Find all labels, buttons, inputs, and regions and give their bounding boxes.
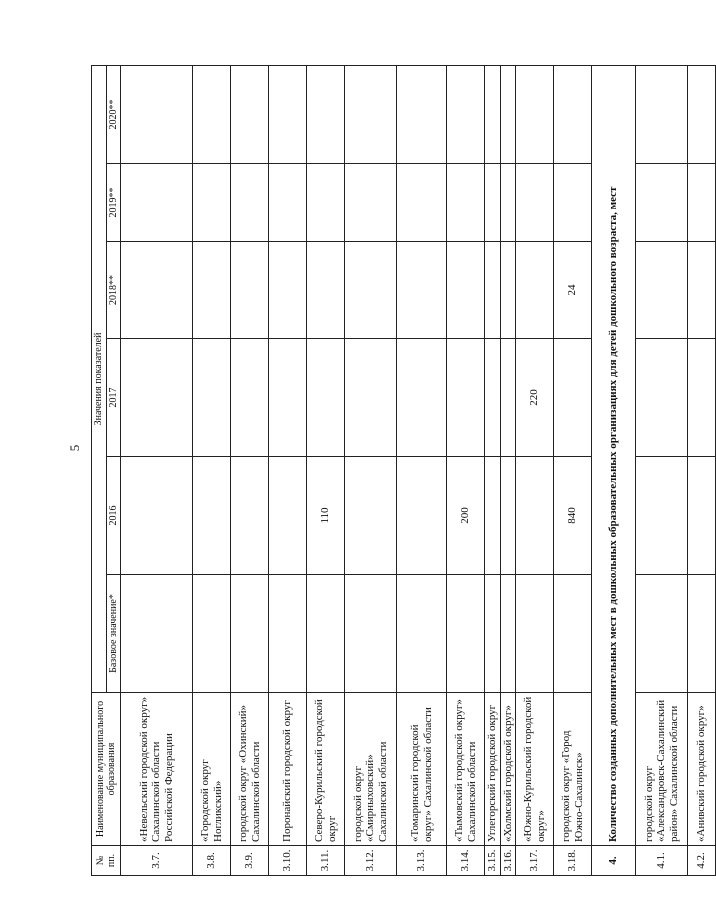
indicators-table (91, 65, 716, 876)
row-value-2017 (345, 339, 397, 457)
header-year-2019: 2019** (106, 164, 121, 242)
row-value-2018 (636, 242, 688, 339)
row-number: 3.14. (447, 846, 485, 876)
row-value-2018 (447, 242, 485, 339)
section-row (592, 65, 636, 875)
row-number: 3.7. (121, 846, 193, 876)
table-row (397, 65, 447, 875)
row-value-2016: 200 (447, 457, 485, 575)
row-value-2019 (231, 164, 269, 242)
row-base-value (485, 575, 501, 693)
row-value-2018 (307, 242, 345, 339)
row-municipality-name: городской округ «Александровск-Сахалинский район» Сахалинской области (636, 693, 688, 846)
table-row (636, 65, 688, 875)
row-value-2019 (485, 164, 501, 242)
table-row (121, 65, 193, 875)
row-value-2019 (554, 164, 592, 242)
row-value-2017 (554, 339, 592, 457)
header-year-2017: 2017 (106, 339, 121, 457)
header-base-value: Базовое значение* (106, 575, 121, 693)
row-value-2020 (688, 65, 716, 163)
row-value-2020 (307, 65, 345, 163)
row-municipality-name: «Южно-Курильский городской округ» (516, 693, 554, 846)
row-base-value (345, 575, 397, 693)
table-row (688, 65, 716, 875)
page-number: 5 (67, 444, 82, 452)
row-value-2016 (269, 457, 307, 575)
row-value-2019 (121, 164, 193, 242)
row-number: 3.9. (231, 846, 269, 876)
row-municipality-name: «Холмский городской округ» (500, 693, 516, 846)
row-value-2016 (121, 457, 193, 575)
table-row (516, 65, 554, 875)
row-value-2019 (193, 164, 231, 242)
row-municipality-name: «Тымовский городской округ» Сахалинской области (447, 693, 485, 846)
row-value-2017 (307, 339, 345, 457)
row-value-2016 (500, 457, 516, 575)
row-municipality-name: городской округ «Смирныховский» Сахалинской области (345, 693, 397, 846)
row-value-2016 (231, 457, 269, 575)
header-year-2020: 2020** (106, 65, 121, 163)
row-value-2017 (636, 339, 688, 457)
row-municipality-name: «Невельский городской округ» Сахалинской области Российской Федерации (121, 693, 193, 846)
row-value-2020 (269, 65, 307, 163)
section-number: 4. (592, 846, 636, 876)
row-value-2020 (447, 65, 485, 163)
row-base-value (554, 575, 592, 693)
header-year-2016: 2016 (106, 457, 121, 575)
table-row (345, 65, 397, 875)
row-value-2019 (269, 164, 307, 242)
row-number: 3.8. (193, 846, 231, 876)
row-value-2018 (121, 242, 193, 339)
row-value-2020 (636, 65, 688, 163)
row-value-2017 (500, 339, 516, 457)
row-value-2018 (485, 242, 501, 339)
row-value-2020 (193, 65, 231, 163)
row-value-2018 (516, 242, 554, 339)
row-base-value (269, 575, 307, 693)
row-number: 4.2. (688, 846, 716, 876)
row-value-2018: 24 (554, 242, 592, 339)
row-value-2019 (636, 164, 688, 242)
row-value-2016 (345, 457, 397, 575)
row-base-value (193, 575, 231, 693)
row-value-2019 (516, 164, 554, 242)
row-value-2020 (121, 65, 193, 163)
row-number: 3.15. (485, 846, 501, 876)
row-value-2017 (121, 339, 193, 457)
table-row (485, 65, 501, 875)
row-number: 3.11. (307, 846, 345, 876)
row-number: 3.13. (397, 846, 447, 876)
table-row (500, 65, 516, 875)
row-value-2020 (231, 65, 269, 163)
header-row-1 (92, 65, 107, 875)
row-municipality-name: Поронайский городской округ (269, 693, 307, 846)
table-row (193, 65, 231, 875)
row-value-2020 (500, 65, 516, 163)
row-value-2018 (397, 242, 447, 339)
table-row (554, 65, 592, 875)
row-municipality-name: «Городской округ Ногликский» (193, 693, 231, 846)
row-value-2017 (397, 339, 447, 457)
row-number: 3.18. (554, 846, 592, 876)
row-value-2020 (516, 65, 554, 163)
table-row (447, 65, 485, 875)
row-municipality-name: «Томаринский городской округ» Сахалинской области (397, 693, 447, 846)
row-value-2016 (397, 457, 447, 575)
row-base-value (307, 575, 345, 693)
row-value-2017 (269, 339, 307, 457)
row-municipality-name: городской округ «Охинский» Сахалинской области (231, 693, 269, 846)
row-value-2017 (193, 339, 231, 457)
row-municipality-name: «Анивский городской округ» (688, 693, 716, 846)
table-row (307, 65, 345, 875)
row-value-2020 (554, 65, 592, 163)
row-value-2019 (307, 164, 345, 242)
row-value-2018 (688, 242, 716, 339)
header-year-2018: 2018** (106, 242, 121, 339)
row-value-2018 (231, 242, 269, 339)
row-value-2019 (397, 164, 447, 242)
row-value-2017: 220 (516, 339, 554, 457)
row-value-2018 (269, 242, 307, 339)
row-value-2017 (688, 339, 716, 457)
row-value-2019 (688, 164, 716, 242)
row-value-2019 (447, 164, 485, 242)
row-value-2019 (500, 164, 516, 242)
row-number: 3.17. (516, 846, 554, 876)
row-value-2018 (345, 242, 397, 339)
row-base-value (231, 575, 269, 693)
header-name: Наименование муниципального образования (92, 693, 121, 846)
row-municipality-name: Углегорский городской округ (485, 693, 501, 846)
row-value-2016 (688, 457, 716, 575)
row-base-value (397, 575, 447, 693)
row-municipality-name: Северо-Курильский городской округ (307, 693, 345, 846)
row-value-2020 (397, 65, 447, 163)
row-value-2016 (485, 457, 501, 575)
row-base-value (121, 575, 193, 693)
row-municipality-name: городской округ «Город Южно-Сахалинск» (554, 693, 592, 846)
row-value-2016 (516, 457, 554, 575)
table-row (231, 65, 269, 875)
row-value-2017 (485, 339, 501, 457)
row-base-value (688, 575, 716, 693)
row-value-2020 (345, 65, 397, 163)
row-base-value (500, 575, 516, 693)
row-number: 3.16. (500, 846, 516, 876)
table-row (269, 65, 307, 875)
row-base-value (447, 575, 485, 693)
section-title: Количество созданных дополнительных мест в дошкольных образовательных организациях для детей дошкольного возраста, мест (592, 65, 636, 845)
row-base-value (516, 575, 554, 693)
header-number: № пп. (92, 846, 121, 876)
row-base-value (636, 575, 688, 693)
row-value-2017 (231, 339, 269, 457)
row-value-2018 (193, 242, 231, 339)
row-value-2016: 840 (554, 457, 592, 575)
row-value-2016 (193, 457, 231, 575)
row-value-2019 (345, 164, 397, 242)
rotated-table-wrapper (91, 66, 708, 876)
row-value-2016 (636, 457, 688, 575)
row-number: 4.1. (636, 846, 688, 876)
row-value-2017 (447, 339, 485, 457)
header-values-group: Значения показателей (92, 65, 107, 692)
row-number: 3.10. (269, 846, 307, 876)
row-value-2016: 110 (307, 457, 345, 575)
row-value-2018 (500, 242, 516, 339)
row-value-2020 (485, 65, 501, 163)
row-number: 3.12. (345, 846, 397, 876)
